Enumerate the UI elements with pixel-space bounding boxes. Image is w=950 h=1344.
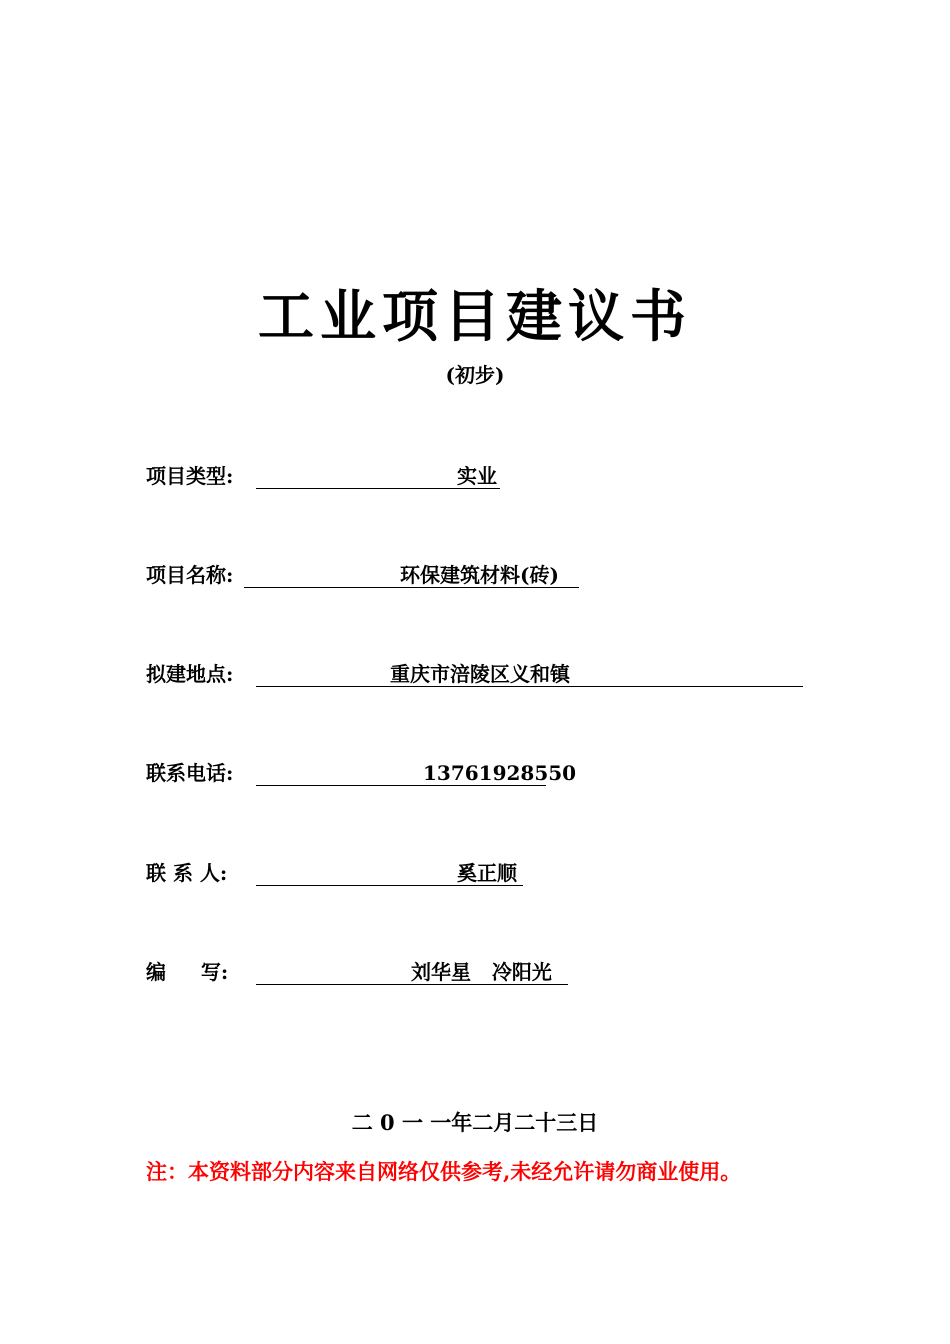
field-value: 重庆市涪陵区义和镇 xyxy=(390,662,570,686)
document-date: 二 0 一 一年二月二十三日 xyxy=(351,1110,599,1135)
field-label: 编 写: xyxy=(146,960,229,984)
document-subtitle: (初步) xyxy=(445,363,505,387)
field-value: 奚正顺 xyxy=(457,861,517,885)
document-title: 工业项目建议书 xyxy=(258,284,692,350)
field-value: 13761928550 xyxy=(423,761,577,785)
field-label: 拟建地点: xyxy=(146,662,234,686)
field-label: 联系电话: xyxy=(146,761,234,785)
field-label: 项目名称: xyxy=(146,563,234,587)
field-label: 项目类型: xyxy=(146,464,234,488)
field-value: 环保建筑材料(砖) xyxy=(400,563,559,587)
field-value: 实业 xyxy=(457,464,497,488)
field-label: 联 系 人: xyxy=(146,861,228,885)
disclaimer-note: 注：本资料部分内容来自网络仅供参考,未经允许请勿商业使用。 xyxy=(146,1159,742,1184)
field-value: 刘华星 冷阳光 xyxy=(411,960,552,984)
